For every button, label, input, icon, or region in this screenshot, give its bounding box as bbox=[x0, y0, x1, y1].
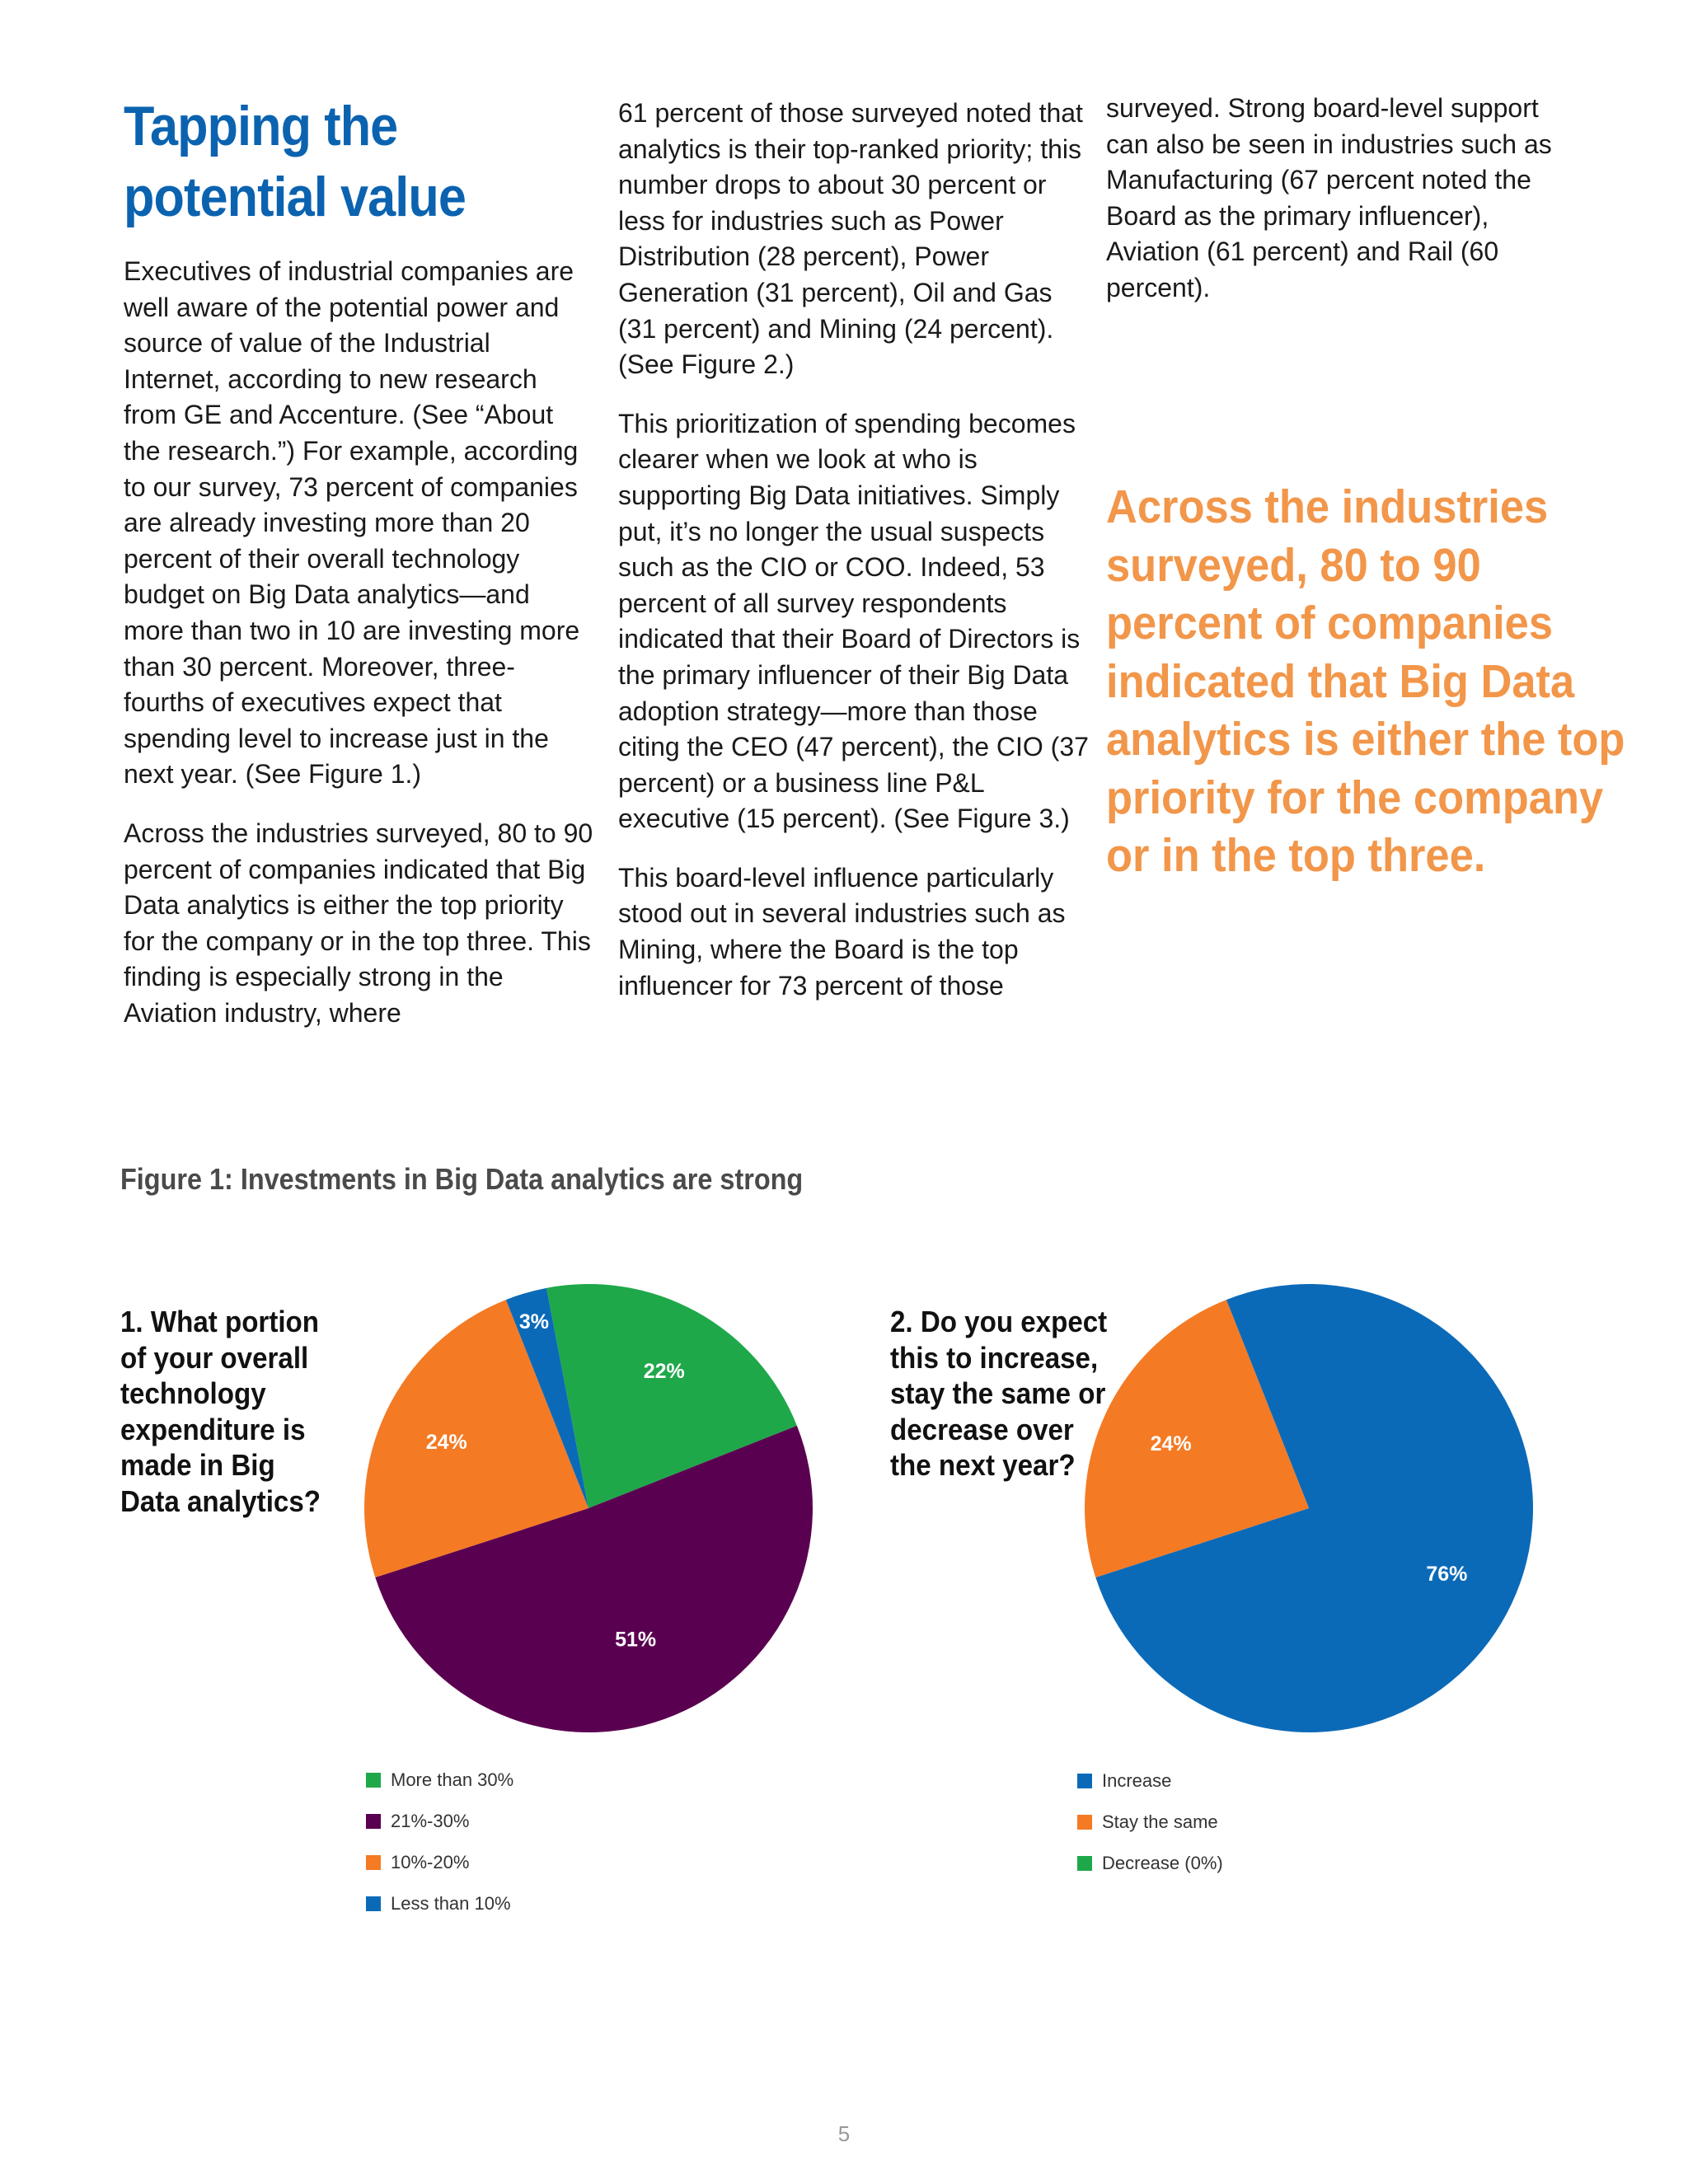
legend-1-item bbox=[366, 1883, 513, 1924]
pie-2-data-label: 76% bbox=[1426, 1562, 1468, 1586]
legend-label: 10%-20% bbox=[391, 1852, 470, 1872]
article-heading: Tapping the potential value bbox=[124, 95, 466, 228]
legend-label: Less than 10% bbox=[391, 1893, 511, 1914]
paragraph: Executives of industrial companies are well aware of the potential power and source of value of the Industrial Internet, according to new research from GE and Accenture. (See “About the research.”) For example, according to our survey, 73 percent of companies are already investing more than 20 percent of their overall technology budget on Big Data analytics—and more than two in 10 are investing more than 30 percent. Moreover, three-fourths of executives expect that spending level to increase just in the next year. (See Figure 1.) bbox=[124, 256, 580, 790]
pie-2-data-label: 24% bbox=[1150, 1432, 1192, 1456]
legend-2-item bbox=[1077, 1843, 1223, 1884]
legend-swatch bbox=[366, 1896, 381, 1911]
legend-swatch bbox=[366, 1814, 381, 1829]
pull-quote: Across the industries surveyed, 80 to 90 percent of companies indicated that Big Data analytics is either the top priority for the company or in the top three. bbox=[1106, 480, 1625, 882]
legend-label: Stay the same bbox=[1102, 1811, 1218, 1832]
legend-1-item bbox=[366, 1842, 513, 1883]
page-number: 5 bbox=[837, 2121, 851, 2146]
legend-1-item bbox=[366, 1760, 513, 1801]
legend-2-item bbox=[1077, 1760, 1223, 1802]
pie-1-data-label: 3% bbox=[518, 1310, 550, 1333]
legend-label: Increase bbox=[1102, 1770, 1172, 1791]
legend-swatch bbox=[366, 1773, 381, 1788]
legend-2-item bbox=[1077, 1802, 1223, 1843]
legend-label: 21%-30% bbox=[391, 1811, 470, 1831]
legend-swatch bbox=[366, 1855, 381, 1870]
paragraph: 61 percent of those surveyed noted that analytics is their top-ranked priority; this number drops to about 30 percent or less for industries such as Power Distribution (28 percent), Power Generation (31 percent), Oil and Gas (31 percent) and Mining (24 percent). (See Figure 2.) bbox=[618, 98, 1083, 380]
chart-1-question: 1. What portion of your overall technology expenditure is made in Big Data analytics? bbox=[120, 1305, 321, 1518]
chart-2-question: 2. Do you expect this to increase, stay the same or decrease over the next year? bbox=[890, 1305, 1108, 1482]
legend-swatch bbox=[1077, 1856, 1092, 1871]
pie-1-data-label: 22% bbox=[643, 1360, 685, 1384]
paragraph: This prioritization of spending becomes clearer when we look at who is supporting Big Data initiatives. Simply put, it’s no longer the usual suspects such as the CIO or COO. Indeed, 53 percent of all survey respondents indicated that their Board of Directors is the primary influencer of their Big Data adoption strategy—more than those citing the CEO (47 percent), the CIO (37 percent) or a business line P&L executive (15 percent). (See Figure 3.) bbox=[618, 408, 1089, 834]
legend-label: More than 30% bbox=[391, 1769, 514, 1790]
paragraph: surveyed. Strong board-level support can also be seen in industries such as Manufacturing (67 percent noted the Board as the primary influencer), Aviation (61 percent) and Rail (60 percent). bbox=[1106, 93, 1552, 302]
legend-label: Decrease (0%) bbox=[1102, 1853, 1223, 1873]
legend-swatch bbox=[1077, 1815, 1092, 1830]
legend-1-item bbox=[366, 1801, 513, 1842]
chart-1-legend bbox=[366, 1760, 513, 1924]
legend-swatch bbox=[1077, 1774, 1092, 1788]
figure-title: Figure 1: Investments in Big Data analytics are strong bbox=[120, 1162, 804, 1196]
paragraph: Across the industries surveyed, 80 to 90 percent of companies indicated that Big Data analytics is either the top priority for the company or in the top three. This finding is especially strong in the Aviation industry, where bbox=[124, 818, 593, 1028]
chart-2-legend bbox=[1077, 1760, 1223, 1884]
paragraph: This board-level influence particularly stood out in several industries such as Mining, where the Board is the top influencer for 73 percent of those bbox=[618, 862, 1066, 1001]
pie-1-data-label: 51% bbox=[615, 1628, 657, 1652]
pie-1-data-label: 24% bbox=[425, 1430, 467, 1454]
